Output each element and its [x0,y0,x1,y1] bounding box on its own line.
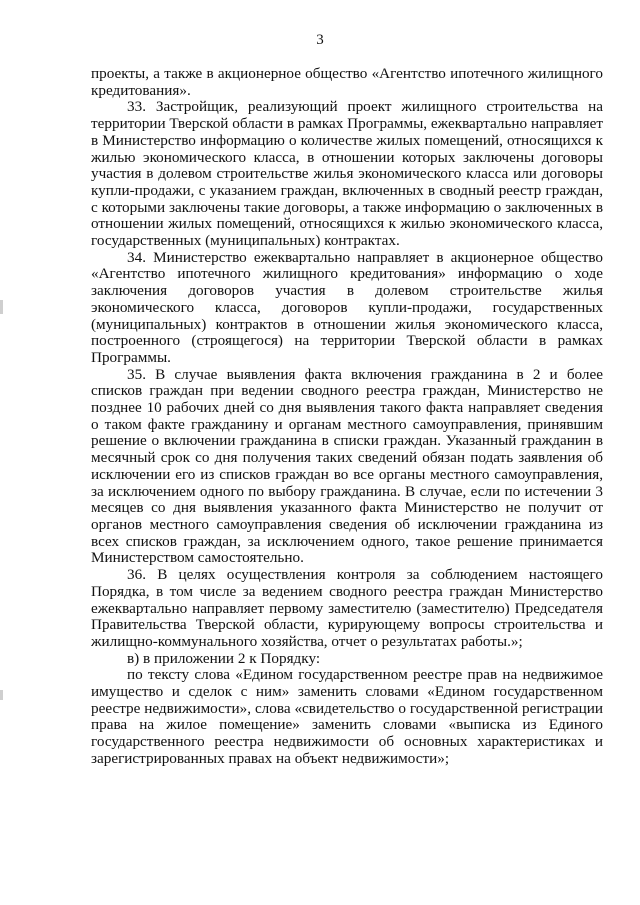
paragraph-33: 33. Застройщик, реализующий проект жилищного строительства на территории Тверской области в рамках Программы, ежеквартально направляет в Министерство информацию о количестве жилых помещений, относящихся к жилью экономического класса, в отношении которых заключены договоры участия в долевом строительстве жилья экономического класса или договоры купли-продажи, с указанием граждан, включенных в сводный реестр граждан, с которыми заключены такие договоры, а также информацию о заключенных в отношении жилых помещений, относящихся к жилью экономического класса, государственных (муниципальных) контрактах. [91,98,603,250]
scan-edge-mark [0,300,3,314]
paragraph-36: 36. В целях осуществления контроля за соблюдением настоящего Порядка, в том числе за ведением сводного реестра граждан Министерство ежеквартально направляет первому заместителю (заместителю) Председателя Правительства Тверской области, курирующему вопросы строительства и жилищно-коммунального хозяйства, отчет о результатах работы.»; [91,566,603,650]
document-body [91,66,603,768]
paragraph-replacement-text: по тексту слова «Едином государственном реестре прав на недвижимое имущество и сделок с ним» заменить словами «Едином государственном реестре недвижимости», слова «свидетельство о государственной регистрации права на жилое помещение» заменить словами «выписка из Единого государственного реестра недвижимости об основных характеристиках и зарегистрированных правах на объект недвижимости»; [91,666,603,767]
page-number: 3 [316,32,324,48]
paragraph-subitem-v: в) в приложении 2 к Порядку: [127,649,321,667]
paragraph-continuation: проекты, а также в акционерное общество «Агентство ипотечного жилищного кредитования». [91,65,603,99]
scan-edge-mark [0,690,3,700]
paragraph-34: 34. Министерство ежеквартально направляет в акционерное общество «Агентство ипотечного жилищного кредитования» информацию о ходе заключения договоров участия в долевом строительстве жилья экономического класса, договоров купли-продажи, государственных (муниципальных) контрактов в отношении жилья экономического класса, построенного (строящегося) на территории Тверской области в рамках Программы. [91,248,603,366]
paragraph-35: 35. В случае выявления факта включения гражданина в 2 и более списков граждан при ведении сводного реестра граждан, Министерство не позднее 10 рабочих дней со дня выявления такого факта направляет сведения о таком факте гражданину и органам местного самоуправления, принявшим решение о включении гражданина в списки граждан. Указанный гражданин в месячный срок со дня получения таких сведений обязан подать заявления об исключении его из списков граждан во все органы местного самоуправления, за исключением одного по выбору гражданина. В случае, если по истечении 3 месяцев со дня выявления указанного факта Министерство не получит от органов местного самоуправления сведения об исключении гражданина из всех списков граждан, за исключением одного, такое решение принимается Министерством самостоятельно. [91,365,603,567]
